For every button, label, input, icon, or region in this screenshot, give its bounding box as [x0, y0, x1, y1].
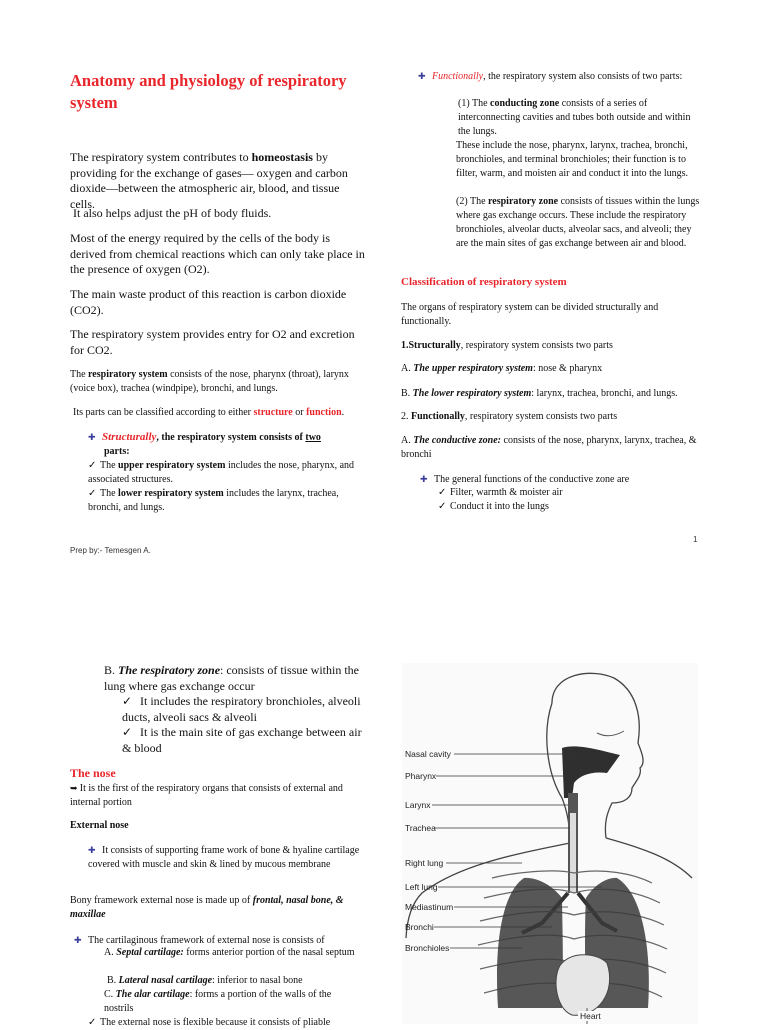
upper-respiratory-item: ✓ The upper respiratory system includes the nose, pharynx, and associated structures. [88, 460, 355, 485]
checkmark-icon: ✓ [122, 694, 133, 708]
external-nose-bullet: ✚ It consists of supporting frame work of bone & hyaline cartilage covered with muscle and skin & lined by mucous membrane [88, 845, 360, 870]
arrow-bullet-icon: ✚ [420, 474, 428, 484]
functionally-line: 2. Functionally, respiratory system consists two parts [401, 411, 618, 422]
respiratory-zone-item: (2) The respiratory zone consists of tissues within the lungs where gas exchange occurs. These include the respiratory bronchioles, alveolar ducts, alveolar sacs, and alveoli; they are the main sites of gas exchange between air and blood. [456, 196, 700, 249]
flexible-nose-item: ✓ The external nose is flexible because it consists of pliable [88, 1017, 331, 1028]
arrow-bullet-icon: ✚ [418, 71, 426, 81]
label-trachea: Trachea [405, 823, 436, 833]
conducting-zone-item: (1) The conducting zone consists of a series of interconnecting cavities and tubes both outside and within the lungs. [458, 98, 691, 137]
checkmark-icon: ✓ [438, 487, 447, 498]
label-heart: Heart [580, 1011, 601, 1021]
septal-cartilage-item: A. Septal cartilage: forms anterior portion of the nasal septum [104, 947, 355, 958]
structurally-bullet: ✚ Structurally, the respiratory system consists of two parts: [88, 431, 321, 457]
general-function-item-1: ✓ Filter, warmth & moister air [438, 487, 563, 498]
label-bronchioles: Bronchioles [405, 943, 450, 953]
label-left-lung: Left lung [405, 882, 438, 892]
functionally-bullet: ✚ Functionally, the respiratory system also consists of two parts: [418, 71, 683, 82]
nose-heading: The nose [70, 766, 116, 780]
label-mediastinum: Mediastinum [405, 902, 454, 912]
page-number: 1 [693, 535, 698, 544]
checkmark-icon: ✓ [88, 460, 97, 471]
intro-paragraph-2: It also helps adjust the pH of body fluids. [73, 206, 272, 220]
label-right-lung: Right lung [405, 858, 444, 868]
classification-text: The organs of respiratory system can be divided structurally and functionally. [401, 302, 659, 327]
intro-paragraph-3: Most of the energy required by the cells of the body is derived from chemical reactions which can only take place in the presence of oxygen (O2). [70, 231, 365, 276]
general-function-item-2: ✓ Conduct it into the lungs [438, 501, 549, 512]
respiratory-anatomy-drawing [402, 663, 698, 1024]
alar-cartilage-item: C. The alar cartilage: forms a portion of the walls of the nostrils [104, 989, 332, 1014]
classification-paragraph: Its parts can be classified according to either structure or function. [73, 407, 345, 418]
lateral-cartilage-item: B. Lateral nasal cartilage: inferior to nasal bone [107, 975, 303, 986]
label-bronchi: Bronchi [405, 922, 434, 932]
conductive-zone-line: A. The conductive zone: consists of the nose, pharynx, larynx, trachea, & bronchi [401, 435, 697, 460]
structurally-line: 1.Structurally, respiratory system consists two parts [401, 340, 613, 351]
respiratory-system-paragraph: The respiratory system consists of the nose, pharynx (throat), larynx (voice box), trachea (windpipe), bronchi, and lungs. [70, 369, 349, 394]
external-nose-heading: External nose [70, 820, 129, 831]
label-larynx: Larynx [405, 800, 431, 810]
checkmark-icon: ✓ [88, 1017, 97, 1028]
arrow-bullet-icon: ✚ [88, 845, 96, 855]
bony-framework-paragraph: Bony framework external nose is made up of frontal, nasal bone, & maxillae [70, 895, 344, 920]
prepared-by: Prep by:- Temesgen A. [70, 546, 151, 555]
checkmark-icon: ✓ [88, 488, 97, 499]
respiratory-zone-check-2: ✓ It is the main site of gas exchange between air & blood [122, 725, 362, 755]
label-pharynx: Pharynx [405, 771, 437, 781]
checkmark-icon: ✓ [438, 501, 447, 512]
upper-system-line: A. The upper respiratory system: nose & pharynx [401, 363, 603, 374]
cartilaginous-bullet: ✚ The cartilaginous framework of external nose is consists of [74, 935, 325, 946]
checkmark-icon: ✓ [122, 725, 133, 739]
arrow-bullet-icon: ✚ [88, 432, 96, 442]
page-title: Anatomy and physiology of respiratory system [70, 71, 347, 112]
respiratory-zone-paragraph: B. The respiratory zone: consists of tissue within the lung where gas exchange occur [104, 663, 360, 693]
intro-paragraph-1: The respiratory system contributes to homeostasis by providing for the exchange of gases— oxygen and carbon dioxide—between the atmospheric air, blood, and tissue cells. [70, 150, 348, 211]
respiratory-anatomy-figure [402, 663, 698, 1024]
classification-heading: Classification of respiratory system [401, 276, 567, 288]
general-functions-bullet: ✚ The general functions of the conductive zone are [420, 474, 630, 485]
conducting-zone-detail: These include the nose, pharynx, larynx, trachea, bronchi, bronchioles, and terminal bronchioles; their function is to filter, warm, and moisten air and conduct it into the lungs. [456, 140, 689, 179]
lower-system-line: B. The lower respiratory system: larynx, trachea, bronchi, and lungs. [401, 388, 678, 399]
lower-respiratory-item: ✓ The lower respiratory system includes the larynx, trachea, bronchi, and lungs. [88, 488, 339, 513]
intro-paragraph-5: The respiratory system provides entry for O2 and excretion for CO2. [70, 327, 355, 357]
arrow-bullet-icon: ✚ [74, 935, 82, 945]
label-nasal-cavity: Nasal cavity [405, 749, 451, 759]
respiratory-zone-check-1: ✓ It includes the respiratory bronchioles, alveoli ducts, alveoli sacs & alveoli [122, 694, 361, 724]
turn-arrow-icon: ➥ [70, 783, 80, 793]
nose-intro: ➥ It is the first of the respiratory organs that consists of external and internal portion [70, 783, 343, 808]
intro-paragraph-4: The main waste product of this reaction is carbon dioxide (CO2). [70, 287, 347, 317]
